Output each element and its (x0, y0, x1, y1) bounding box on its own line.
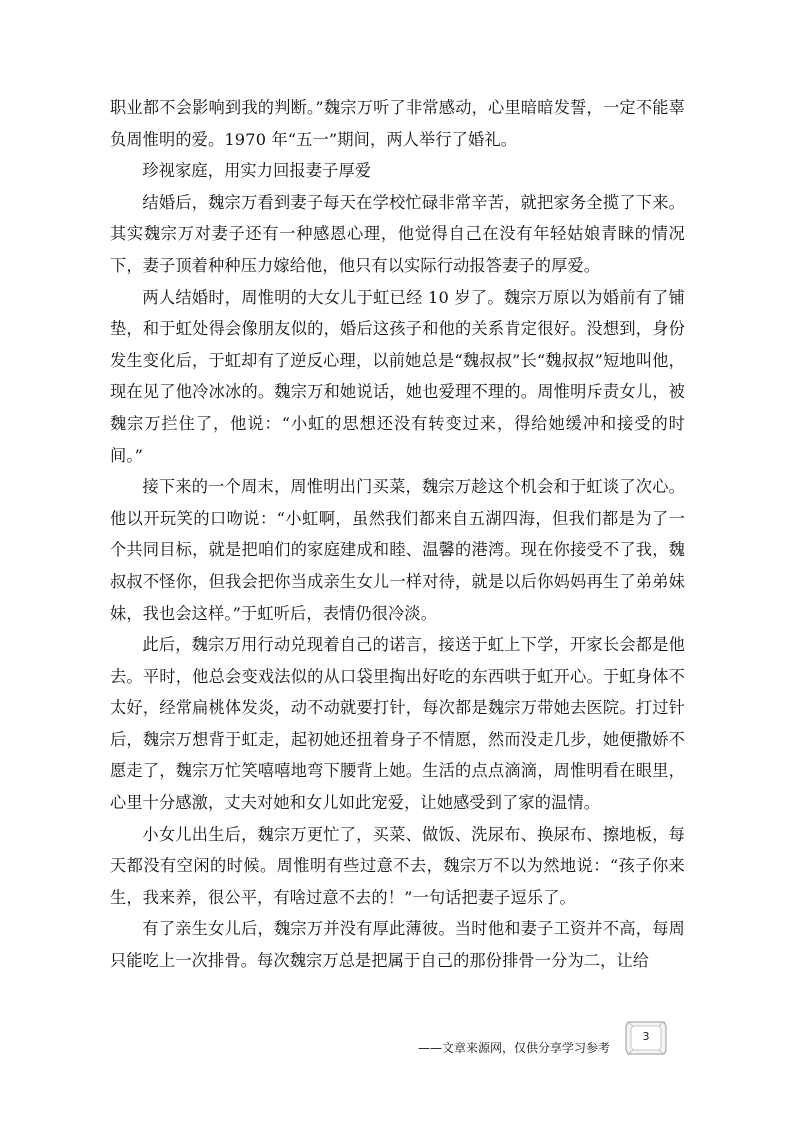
paragraph-5: 此后，魏宗万用行动兑现着自己的诺言，接送于虹上下学，开家长会都是他去。平时，他总会变戏法似的从口袋里掏出好吃的东西哄于虹开心。于虹身体不太好，经常扁桃体发炎，动不动就要打针，每次都是魏宗万带她去医院。打过针后，魏宗万想背于虹走，起初她还扭着身子不情愿，然而没走几步，她便撒娇不愿走了，魏宗万忙笑嘻嘻地弯下腰背上她。生活的点点滴滴，周惟明看在眼里，心里十分感激，丈夫对她和女儿如此宠爱，让她感受到了家的温情。 (110, 635, 685, 813)
page-number: 3 (642, 1030, 650, 1043)
footer-source-note: ——文章来源网，仅供分享学习参考 (418, 1041, 611, 1055)
paragraph-3: 两人结婚时，周惟明的大女儿于虹已经 10 岁了。魏宗万原以为婚前有了铺垫，和于虹处得会像朋友似的，婚后这孩子和他的关系肯定很好。没想到，身份发生变化后，于虹却有了逆反心理，以前她总是“魏叔叔”长“魏叔叔”短地叫他，现在见了他冷冰冰的。魏宗万和她说话，她也爱理不理的。周惟明斥责女儿，被魏宗万拦住了，他说：“小虹的思想还没有转变过来，得给她缓冲和接受的时间。” (110, 287, 685, 465)
paragraph-7: 有了亲生女儿后，魏宗万并没有厚此薄彼。当时他和妻子工资并不高，每周只能吃上一次排骨。每次魏宗万总是把属于自己的那份排骨一分为二，让给 (110, 919, 685, 971)
paragraph-2: 结婚后，魏宗万看到妻子每天在学校忙碌非常辛苦，就把家务全揽了下来。其实魏宗万对妻子还有一种感恩心理，他觉得自己在没有年轻姑娘青睐的情况下，妻子顶着种种压力嫁给他，他只有以实际行动报答妻子的厚爱。 (110, 192, 685, 275)
page-number-badge (624, 1020, 668, 1056)
article-body (110, 92, 685, 977)
paragraph-4: 接下来的一个周末，周惟明出门买菜，魏宗万趁这个机会和于虹谈了次心。他以开玩笑的口吻说：“小虹啊，虽然我们都来自五湖四海，但我们都是为了一个共同目标，就是把咱们的家庭建成和睦、温馨的港湾。现在你接受不了我，魏叔叔不怪你，但我会把你当成亲生女儿一样对待，就是以后你妈妈再生了弟弟妹妹，我也会这样。”于虹听后，表情仍很冷淡。 (110, 477, 685, 623)
paragraph-6: 小女儿出生后，魏宗万更忙了，买菜、做饭、洗尿布、换尿布、擦地板，每天都没有空闲的时候。周惟明有些过意不去，魏宗万不以为然地说：“孩子你来生，我来养，很公平，有啥过意不去的！”一句话把妻子逗乐了。 (110, 824, 685, 907)
paragraph-1: 职业都不会影响到我的判断。”魏宗万听了非常感动，心里暗暗发誓，一定不能辜负周惟明的爱。1970 年“五一”期间，两人举行了婚礼。 (110, 98, 685, 149)
section-heading: 珍视家庭，用实力回报妻子厚爱 (142, 161, 372, 181)
page-footer (0, 1016, 794, 1066)
